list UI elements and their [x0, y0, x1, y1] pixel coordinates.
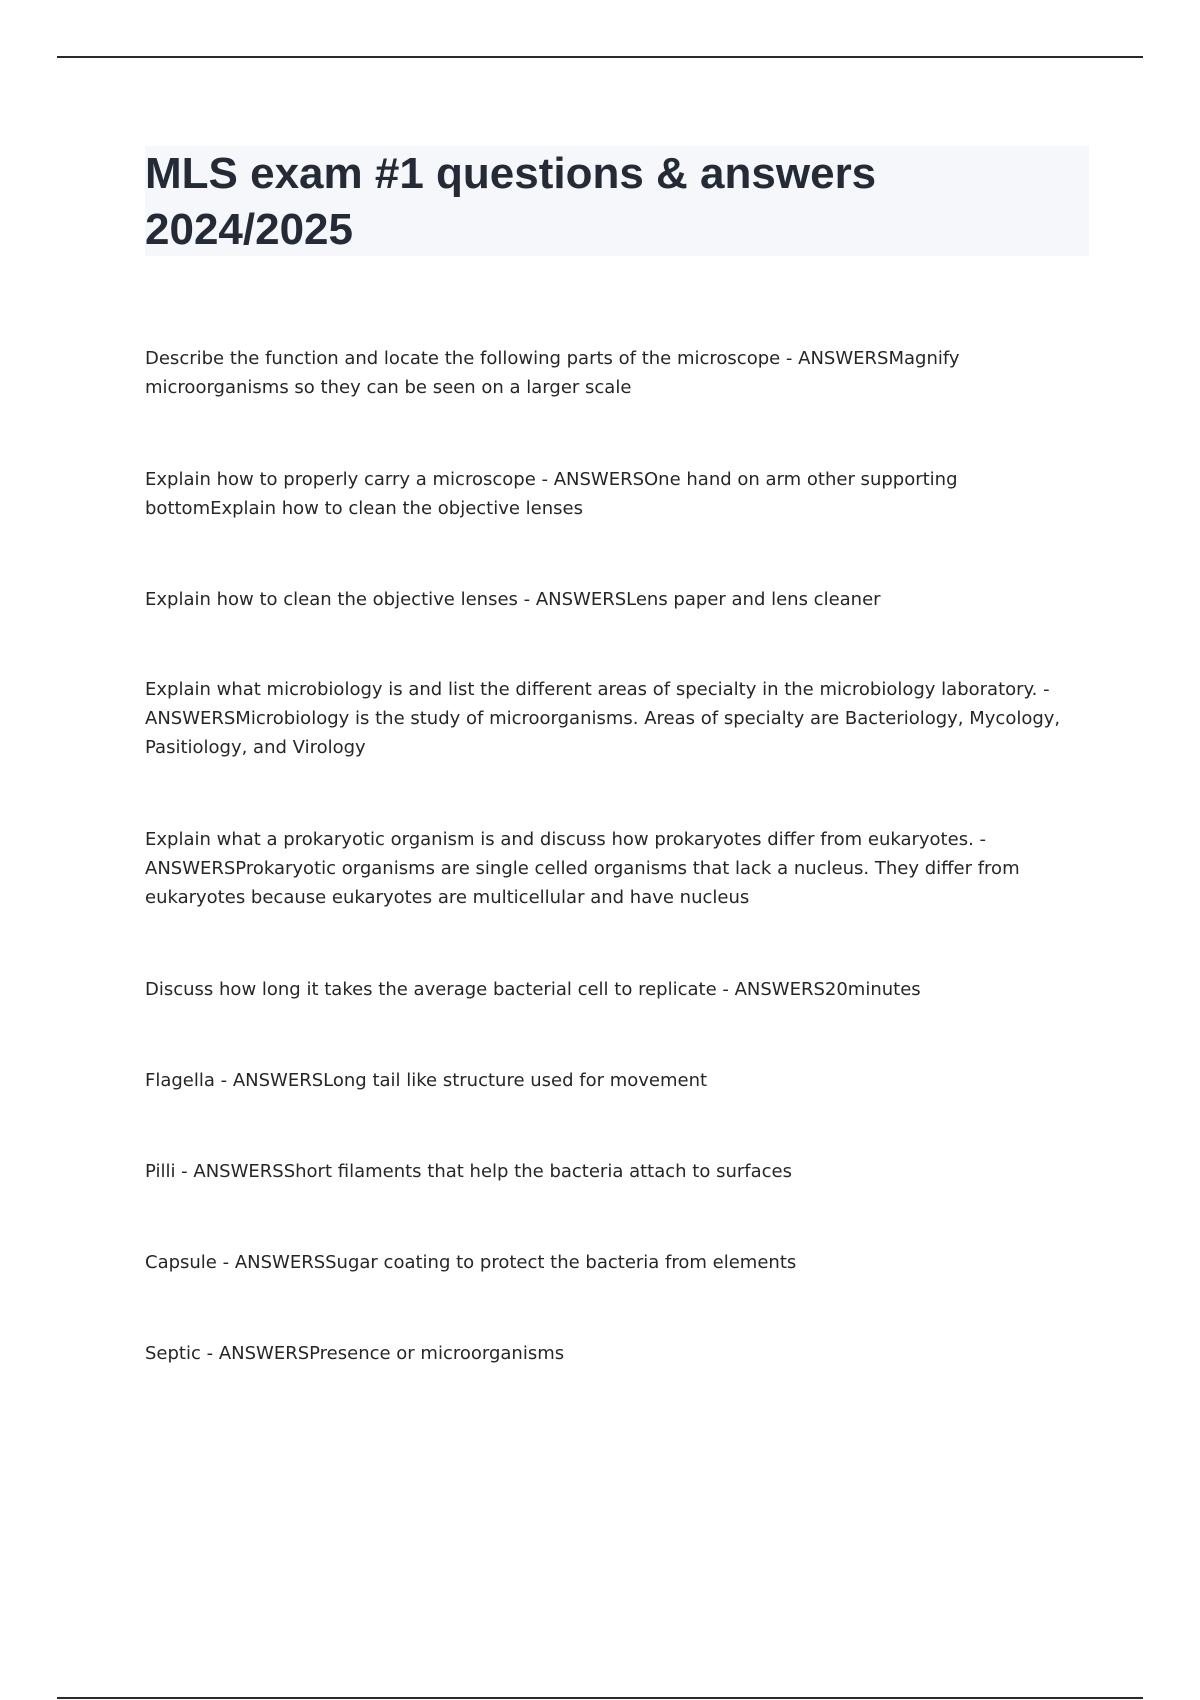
- qa-item: Explain what microbiology is and list the different areas of specialty in the microbiology laboratory. - ANSWERSMicrobiology is the study of microorganisms. Areas of specialty are Bacteriology, Mycology, Pasitiology, and Virology: [145, 679, 1061, 758]
- document-title: MLS exam #1 questions & answers 2024/2025: [145, 149, 877, 254]
- qa-item: Capsule - ANSWERSSugar coating to protect the bacteria from elements: [145, 1252, 797, 1273]
- qa-item: Discuss how long it takes the average bacterial cell to replicate - ANSWERS20minutes: [145, 979, 921, 1000]
- qa-item: Flagella - ANSWERSLong tail like structure used for movement: [145, 1070, 708, 1091]
- qa-item: Septic - ANSWERSPresence or microorganisms: [145, 1343, 565, 1364]
- qa-item: Explain how to clean the objective lenses - ANSWERSLens paper and lens cleaner: [145, 589, 881, 610]
- top-rule: [57, 56, 1143, 58]
- bottom-rule: [57, 1697, 1143, 1699]
- qa-item: Describe the function and locate the following parts of the microscope - ANSWERSMagnify microorganisms so they can be seen on a larger scale: [145, 348, 960, 398]
- qa-item: Explain what a prokaryotic organism is and discuss how prokaryotes differ from eukaryotes. - ANSWERSProkaryotic organisms are single celled organisms that lack a nucleus. They differ from eukaryotes because eukaryotes are multicellular and have nucleus: [145, 829, 1020, 908]
- qa-item: Explain how to properly carry a microscope - ANSWERSOne hand on arm other supporting bottomExplain how to clean the objective lenses: [145, 469, 958, 519]
- title-block: [145, 146, 1089, 256]
- qa-item: Pilli - ANSWERSShort filaments that help the bacteria attach to surfaces: [145, 1161, 792, 1182]
